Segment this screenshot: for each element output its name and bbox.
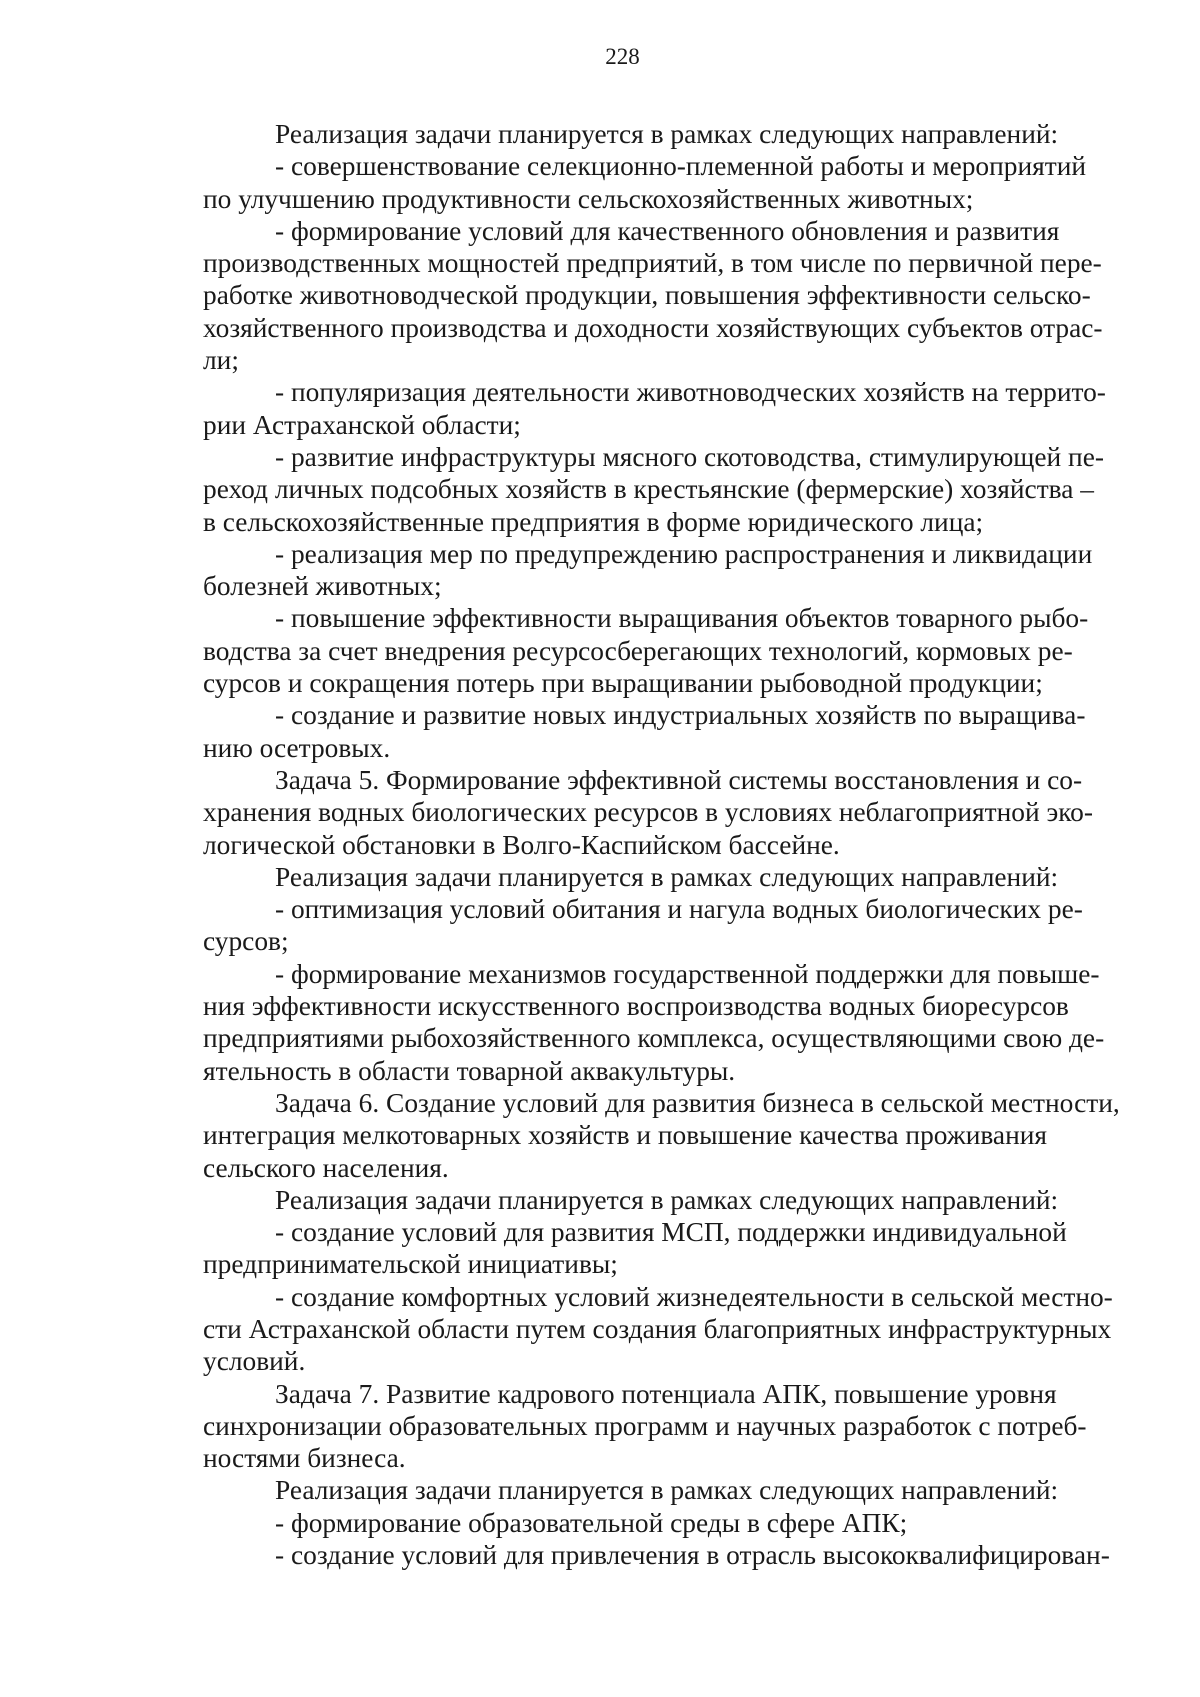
paragraph: - совершенствование селекционно-племенной работы и мероприятий по улучшению продуктивности сельскохозяйственных животных; [203,151,1087,214]
paragraph: - повышение эффективности выращивания объектов товарного рыбо- водства за счет внедрения ресурсосберегающих технологий, кормовых ре- сурсов и сокращения потерь при выращивании рыбоводной продукции; [203,603,1089,699]
paragraph: - формирование образовательной среды в сфере АПК; [275,1507,908,1538]
paragraph: Задача 6. Создание условий для развития бизнеса в сельской местности, интеграция мелкотоварных хозяйств и повышение качества проживания сельского населения. [203,1087,1120,1183]
paragraph: Реализация задачи планируется в рамках следующих направлений: [275,1475,1059,1506]
paragraph: - популяризация деятельности животноводческих хозяйств на террито- рии Астраханской области; [203,377,1106,440]
paragraph: Реализация задачи планируется в рамках следующих направлений: [275,1184,1059,1215]
paragraph: - формирование условий для качественного обновления и развития производственных мощностей предприятий, в том числе по первичной пере- работке животноводческой продукции, повышения эффективности сельско- хозяйственного производства и доходности хозяйствующих субъектов отрас- ли; [203,215,1103,376]
document-body [203,118,1150,1571]
paragraph: - создание условий для развития МСП, поддержки индивидуальной предпринимательской инициативы; [203,1217,1067,1280]
paragraph: - создание условий для привлечения в отрасль высококвалифицирован- [275,1540,1110,1571]
paragraph: - создание и развитие новых индустриальных хозяйств по выращива- нию осетровых. [203,700,1086,763]
paragraph: - формирование механизмов государственной поддержки для повыше- ния эффективности искусственного воспроизводства водных биоресурсов предприятиями рыбохозяйственного комплекса, осуществляющими свою де- ятельность в области товарной аквакультуры. [203,958,1105,1086]
paragraph: Задача 7. Развитие кадрового потенциала АПК, повышение уровня синхронизации образовательных программ и научных разработок с потреб- ностями бизнеса. [203,1378,1087,1474]
page-number: 228 [605,44,640,69]
paragraph: - развитие инфраструктуры мясного скотоводства, стимулирующей пе- реход личных подсобных хозяйств в крестьянские (фермерские) хозяйства – в сельскохозяйственные предприятия в форме юридического лица; [203,441,1104,537]
paragraph: - оптимизация условий обитания и нагула водных биологических ре- сурсов; [203,894,1083,957]
paragraph: - реализация мер по предупреждению распространения и ликвидации болезней животных; [203,538,1093,602]
paragraph: Задача 5. Формирование эффективной системы восстановления и со- хранения водных биологических ресурсов в условиях неблагоприятной эко- логической обстановки в Волго-Каспийском бассейне. [203,764,1093,860]
paragraph: Реализация задачи планируется в рамках следующих направлений: [275,861,1059,892]
paragraph: - создание комфортных условий жизнедеятельности в сельской местно- сти Астраханской области путем создания благоприятных инфраструктурных условий. [203,1281,1113,1377]
paragraph: Реализация задачи планируется в рамках следующих направлений: [275,119,1059,149]
